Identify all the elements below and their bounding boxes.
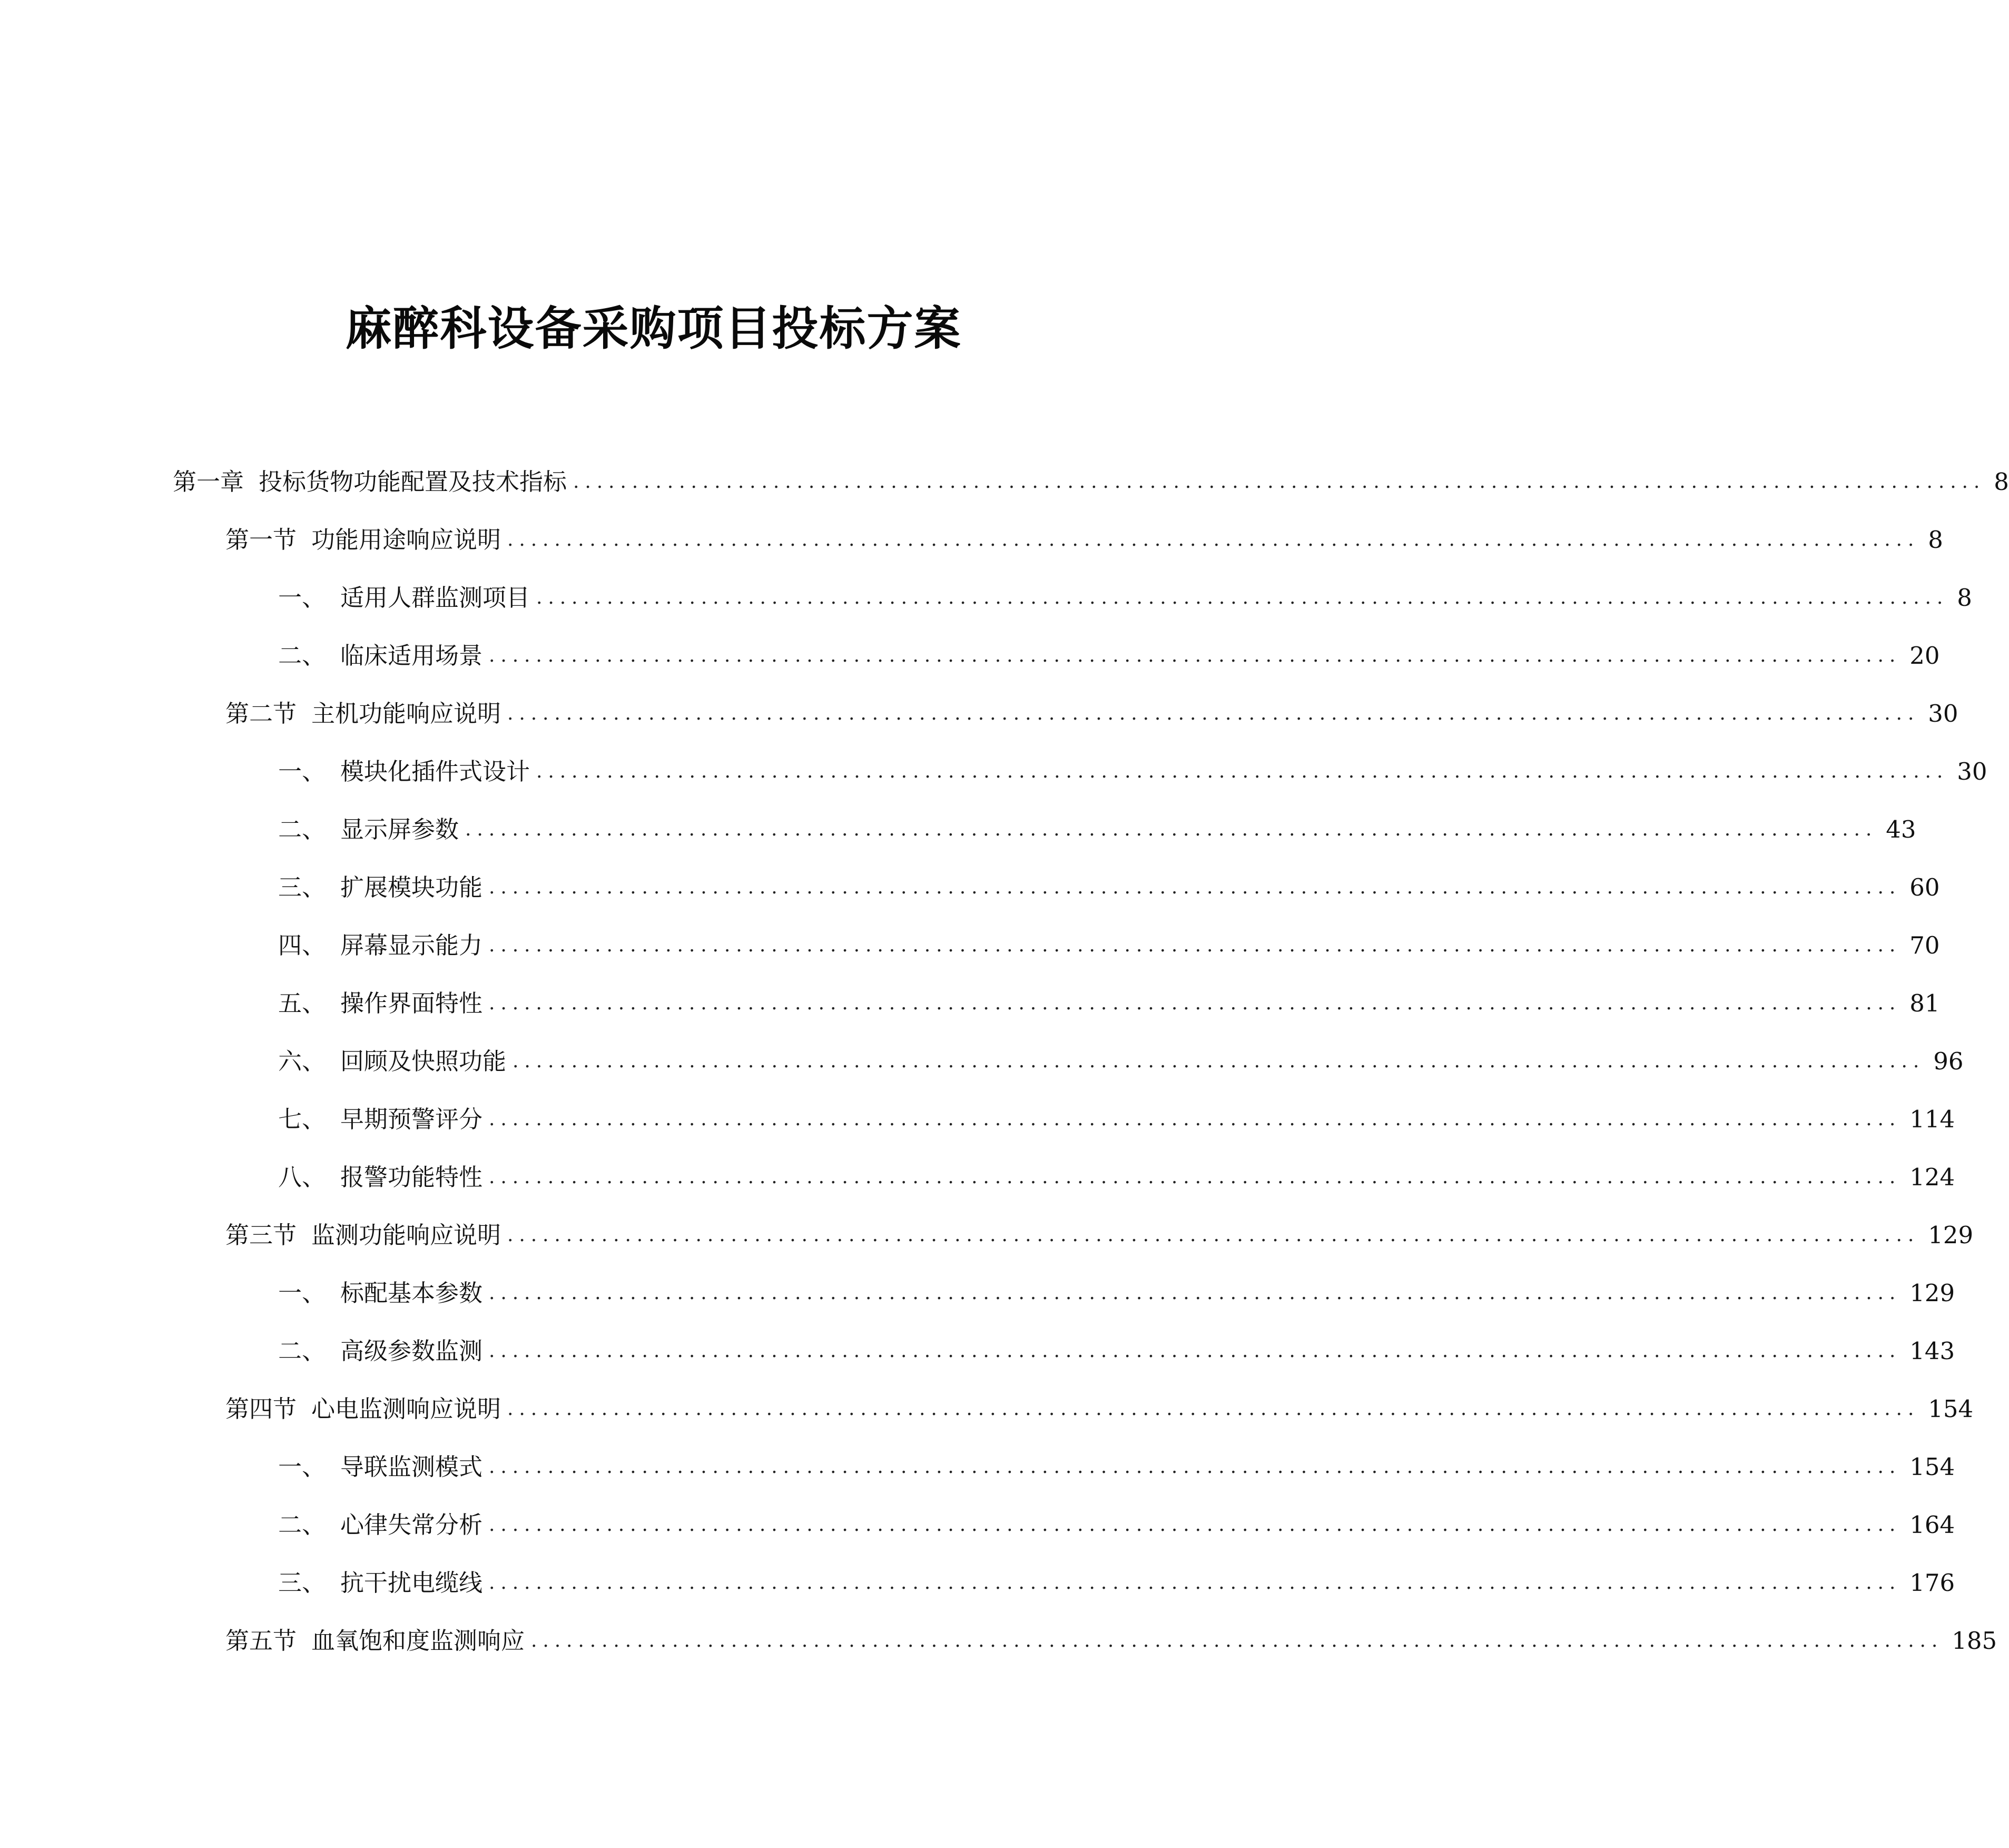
toc-entry-label: 主机功能响应说明 — [311, 700, 501, 728]
toc-entry-number: 三、 — [278, 1569, 326, 1597]
toc-dot-leader: ........................................................................................................................ — [513, 1050, 1925, 1072]
toc-dot-leader: ........................................................................................................................ — [507, 1224, 1920, 1246]
toc-dot-leader: ........................................................................................................................ — [489, 1166, 1902, 1188]
toc-entry-label: 抗干扰电缆线 — [340, 1569, 483, 1597]
toc-entry[interactable] — [278, 869, 1940, 906]
toc-entry-page-number: 70 — [1909, 931, 1940, 959]
toc-entry-label: 早期预警评分 — [340, 1105, 483, 1133]
toc-dot-leader: ........................................................................................................................ — [489, 1456, 1902, 1478]
toc-entry-page-number: 81 — [1909, 989, 1940, 1017]
toc-entry-number: 二、 — [278, 1511, 326, 1539]
toc-entry[interactable] — [278, 637, 1940, 674]
toc-entry-label: 心电监测响应说明 — [311, 1395, 501, 1423]
toc-entry[interactable] — [278, 1159, 1955, 1196]
toc-entry[interactable] — [278, 1275, 1955, 1312]
toc-entry-page-number: 154 — [1909, 1453, 1955, 1481]
toc-entry[interactable] — [225, 522, 1943, 558]
toc-dot-leader: ........................................................................................................................ — [536, 587, 1949, 608]
toc-entry[interactable] — [278, 579, 1972, 616]
toc-entry-label: 适用人群监测项目 — [340, 584, 530, 612]
toc-entry[interactable] — [225, 1391, 1974, 1428]
toc-dot-leader: ........................................................................................................................ — [489, 935, 1902, 956]
toc-entry-number: 第二节 — [225, 700, 297, 728]
toc-entry-page-number: 8 — [1994, 468, 2009, 496]
toc-entry[interactable] — [278, 1449, 1955, 1486]
toc-dot-leader: ........................................................................................................................ — [507, 703, 1920, 724]
toc-entry-label: 血氧饱和度监测响应 — [311, 1627, 525, 1655]
toc-dot-leader: ........................................................................................................................ — [489, 1108, 1902, 1130]
toc-entry-number: 第三节 — [225, 1221, 297, 1249]
toc-entry-page-number: 8 — [1957, 584, 1972, 612]
toc-entry-number: 第五节 — [225, 1627, 297, 1655]
toc-entry-label: 心律失常分析 — [340, 1511, 483, 1539]
toc-entry-label: 回顾及快照功能 — [340, 1047, 507, 1075]
toc-entry-number: 一、 — [278, 758, 326, 785]
toc-dot-leader: ........................................................................................................................ — [489, 877, 1902, 898]
toc-dot-leader: ........................................................................................................................ — [536, 761, 1949, 782]
toc-entry-number: 七、 — [278, 1105, 326, 1133]
toc-entry-label: 模块化插件式设计 — [340, 758, 530, 785]
toc-entry-page-number: 60 — [1909, 873, 1940, 901]
toc-dot-leader: ........................................................................................................................ — [465, 819, 1878, 840]
toc-entry-number: 第四节 — [225, 1395, 297, 1423]
toc-dot-leader: ........................................................................................................................ — [489, 1340, 1902, 1362]
toc-entry-label: 显示屏参数 — [340, 815, 459, 843]
toc-entry[interactable] — [173, 464, 2009, 500]
toc-dot-leader: ........................................................................................................................ — [507, 1398, 1920, 1420]
toc-entry-label: 屏幕显示能力 — [340, 931, 483, 959]
toc-entry-page-number: 8 — [1928, 526, 1943, 554]
toc-entry-page-number: 129 — [1909, 1279, 1955, 1307]
toc-entry[interactable] — [278, 1043, 1964, 1080]
toc-entry[interactable] — [278, 1333, 1955, 1370]
toc-entry-number: 六、 — [278, 1047, 326, 1075]
toc-entry-label: 功能用途响应说明 — [311, 526, 501, 554]
toc-entry-page-number: 124 — [1909, 1163, 1955, 1191]
toc-entry[interactable] — [278, 1507, 1955, 1544]
toc-entry[interactable] — [225, 1623, 1997, 1659]
toc-entry[interactable] — [278, 1565, 1955, 1601]
toc-dot-leader: ........................................................................................................................ — [489, 1282, 1902, 1304]
toc-entry-number: 二、 — [278, 1337, 326, 1365]
toc-entry-number: 一、 — [278, 584, 326, 612]
toc-entry-page-number: 30 — [1957, 758, 1987, 785]
toc-entry-page-number: 185 — [1952, 1627, 1997, 1655]
toc-entry-page-number: 143 — [1909, 1337, 1955, 1365]
toc-entry-number: 二、 — [278, 815, 326, 843]
toc-entry-page-number: 30 — [1928, 700, 1958, 728]
document-title: 麻醉科设备采购项目投标方案 — [345, 301, 962, 356]
toc-entry[interactable] — [225, 695, 1958, 732]
toc-entry[interactable] — [278, 811, 1916, 848]
toc-dot-leader: ........................................................................................................................ — [489, 1514, 1902, 1536]
toc-entry[interactable] — [278, 927, 1940, 964]
toc-entry-label: 标配基本参数 — [340, 1279, 483, 1307]
toc-dot-leader: ........................................................................................................................ — [507, 529, 1920, 551]
toc-dot-leader: ........................................................................................................................ — [573, 471, 1986, 493]
toc-entry-number: 四、 — [278, 931, 326, 959]
toc-entry-page-number: 129 — [1928, 1221, 1974, 1249]
toc-entry-page-number: 114 — [1909, 1105, 1955, 1133]
toc-entry-page-number: 43 — [1886, 815, 1916, 843]
toc-entry-number: 第一章 — [173, 468, 244, 496]
toc-entry-label: 导联监测模式 — [340, 1453, 483, 1481]
toc-entry-page-number: 154 — [1928, 1395, 1974, 1423]
toc-dot-leader: ........................................................................................................................ — [489, 645, 1902, 666]
toc-entry-label: 报警功能特性 — [340, 1163, 483, 1191]
toc-entry-page-number: 164 — [1909, 1511, 1955, 1539]
toc-entry[interactable] — [278, 753, 1987, 790]
toc-entry-label: 监测功能响应说明 — [311, 1221, 501, 1249]
toc-entry[interactable] — [278, 985, 1940, 1022]
toc-dot-leader: ........................................................................................................................ — [531, 1630, 1944, 1652]
toc-entry-page-number: 96 — [1933, 1047, 1964, 1075]
toc-entry-label: 投标货物功能配置及技术指标 — [259, 468, 567, 496]
toc-entry-page-number: 20 — [1909, 642, 1940, 670]
toc-entry-number: 三、 — [278, 873, 326, 901]
toc-entry-number: 二、 — [278, 642, 326, 670]
toc-entry[interactable] — [225, 1217, 1974, 1254]
toc-entry-label: 临床适用场景 — [340, 642, 483, 670]
toc-entry-number: 五、 — [278, 989, 326, 1017]
toc-dot-leader: ........................................................................................................................ — [489, 1572, 1902, 1594]
toc-dot-leader: ........................................................................................................................ — [489, 992, 1902, 1014]
toc-entry-number: 一、 — [278, 1279, 326, 1307]
toc-entry-number: 八、 — [278, 1163, 326, 1191]
toc-entry-label: 扩展模块功能 — [340, 873, 483, 901]
toc-entry-label: 操作界面特性 — [340, 989, 483, 1017]
toc-entry[interactable] — [278, 1101, 1955, 1138]
toc-entry-number: 一、 — [278, 1453, 326, 1481]
toc-entry-page-number: 176 — [1909, 1569, 1955, 1597]
toc-entry-label: 高级参数监测 — [340, 1337, 483, 1365]
toc-entry-number: 第一节 — [225, 526, 297, 554]
